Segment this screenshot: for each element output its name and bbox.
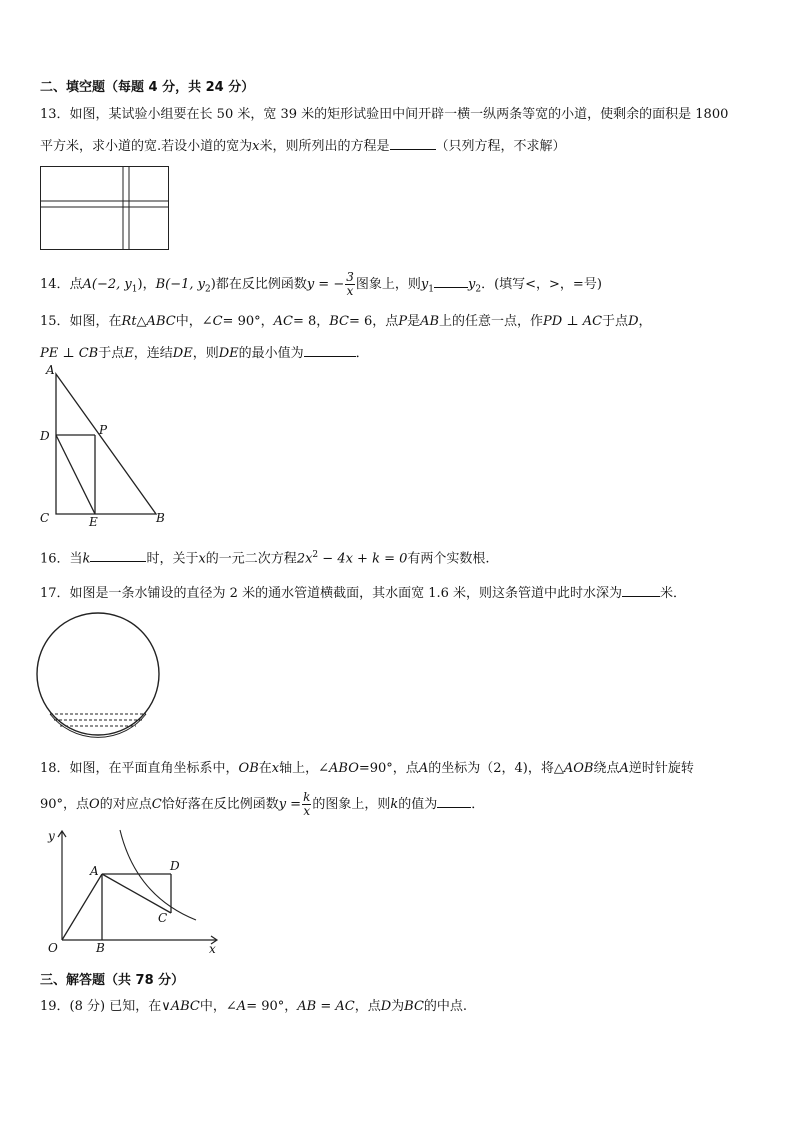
q14-close: )， xyxy=(137,277,156,292)
q15-ab: AB xyxy=(420,314,440,329)
q14-y2: y xyxy=(467,277,476,292)
q19-triangle: ∨ABC xyxy=(161,999,200,1014)
q18-abo: ABO xyxy=(329,761,359,776)
q15-angle-c: C xyxy=(212,314,223,329)
q15-de-2: DE xyxy=(218,346,239,361)
q14-func-y: y = − xyxy=(306,277,345,292)
q18-ob: OB xyxy=(238,761,259,776)
q16-text: 16．当 xyxy=(40,551,83,567)
q16-text-3: 的一元二次方程 xyxy=(205,551,297,567)
q15-line1 xyxy=(40,314,652,330)
q19-d: D xyxy=(380,999,392,1014)
q18-line1 xyxy=(40,761,694,777)
q14-frac-num: 3 xyxy=(346,270,354,284)
q18-a: A xyxy=(418,761,429,776)
q19-ab-ac: AB = AC xyxy=(297,999,355,1014)
q17-pipe-figure xyxy=(36,606,162,744)
q18-label-x: x xyxy=(209,942,216,956)
q14-point-a: A(−2, y xyxy=(82,277,132,292)
q14-point-b: B(−1, y xyxy=(155,277,205,292)
q15-pe: PE ⊥ CB xyxy=(40,346,99,361)
q14-answer-blank xyxy=(434,275,468,288)
q18-o: O xyxy=(89,797,100,812)
q18-text-g: 逆时针旋转 xyxy=(628,761,694,776)
q18-text-b: 在 xyxy=(258,761,272,776)
q17-line xyxy=(40,584,686,602)
q19-text-6: 的中点. xyxy=(423,999,468,1014)
q15-text-d: 是 xyxy=(407,314,421,329)
q18-label-o: O xyxy=(48,941,58,955)
q14-text-4: ．(填写<，>，=号) xyxy=(481,277,602,292)
q15-text-2d: 的最小值为 xyxy=(238,346,304,361)
q16-text-2: 时，关于 xyxy=(146,551,199,567)
q14-sub: 1 xyxy=(131,284,138,295)
q18-text-f: 绕点 xyxy=(593,761,620,776)
q15-text-e: 上的任意一点，作 xyxy=(439,314,544,329)
q16-square: 2 xyxy=(312,550,319,560)
q18-text-2e: 的值为 xyxy=(398,797,438,812)
q19-a: A xyxy=(236,999,247,1014)
section-heading-fill-in: 二、填空题（每题 4 分，共 24 分） xyxy=(40,80,255,95)
q13-line1: 13．如图，某试验小组要在长 50 米，宽 39 米的矩形试验田中间开辟一横一纵两条等宽的小道，使剩余的面积是 1800 xyxy=(40,107,729,122)
q16-line xyxy=(40,547,490,567)
q19-text: 19．(8 分) 已知，在 xyxy=(40,999,162,1014)
q15-label-c: C xyxy=(40,511,50,525)
q14-text: 14．点 xyxy=(40,277,83,292)
q18-answer-blank xyxy=(437,795,471,808)
q19-text-2: 中，∠ xyxy=(199,999,237,1014)
q15-de: DE xyxy=(172,346,193,361)
q15-label-a: A xyxy=(46,363,55,377)
q15-triangle: Rt△ABC xyxy=(121,314,176,329)
q16-equation: 2x xyxy=(296,551,313,567)
q15-end: ． xyxy=(355,346,369,361)
q19-text-4: ，点 xyxy=(354,999,381,1014)
q17-text: 17．如图是一条水铺设的直径为 2 米的通水管道横截面，其水面宽 1.6 米，则这条管道中此时水深为 xyxy=(40,586,623,601)
q18-text-c: 轴上，∠ xyxy=(279,761,330,776)
q14-frac-den: x xyxy=(346,284,354,298)
q15-answer-blank xyxy=(304,344,356,357)
q18-text-2c: 恰好落在反比例函数 xyxy=(161,797,279,812)
q13-line2 xyxy=(40,137,566,155)
q15-e: E xyxy=(124,346,134,361)
q15-label-b: B xyxy=(156,511,165,525)
q14-text-3: 图象上，则 xyxy=(355,277,421,292)
q17-end: 米． xyxy=(660,586,687,601)
q16-equation-2: − 4x + k = 0 xyxy=(318,551,408,567)
q18-text-d: =90°，点 xyxy=(358,761,419,776)
q18-text-2b: 的对应点 xyxy=(99,797,152,812)
q13-field-figure xyxy=(40,166,170,252)
q18-frac-num: k xyxy=(303,790,311,804)
q15-eq6: = 6，点 xyxy=(349,314,399,329)
q14-sub-2: 2 xyxy=(205,284,211,295)
q15-triangle-figure xyxy=(36,362,176,530)
q19-bc: BC xyxy=(404,999,424,1014)
q14-text-2: 都在反比例函数 xyxy=(215,277,307,292)
q15-comma: ， xyxy=(638,314,652,329)
q13-answer-blank xyxy=(390,137,436,150)
q15-text-b: 中，∠ xyxy=(175,314,213,329)
q14-line xyxy=(40,270,602,300)
q18-end: ． xyxy=(471,797,485,812)
q18-text-2d: 的图象上，则 xyxy=(312,797,391,812)
q13-var-x: x xyxy=(252,139,260,154)
q15-line2 xyxy=(40,344,369,362)
q15-bc: BC xyxy=(329,314,350,329)
q15-p: P xyxy=(398,314,408,329)
q18-label-c: C xyxy=(158,911,168,925)
q19-text-3: = 90°， xyxy=(246,999,298,1014)
q13-text: 平方米，求小道的宽.若设小道的宽为 xyxy=(40,139,253,154)
q13-text-c: （只列方程，不求解） xyxy=(435,139,566,154)
q15-text: 15．如图，在 xyxy=(40,314,122,329)
q18-line2 xyxy=(40,790,484,820)
q19-line xyxy=(40,999,467,1015)
q18-frac-den: x xyxy=(303,804,311,818)
q14-y1: y xyxy=(420,277,429,292)
q18-label-d: D xyxy=(170,859,180,873)
q18-k: k xyxy=(390,797,399,812)
q18-func-y: y = xyxy=(278,797,302,812)
q18-coordinate-figure xyxy=(36,826,226,956)
q15-text-c: = 90°， xyxy=(222,314,274,329)
q14-fraction xyxy=(345,271,355,298)
q15-text-2b: ，连结 xyxy=(133,346,173,361)
q18-a-2: A xyxy=(619,761,629,776)
q17-answer-blank xyxy=(622,584,660,597)
q15-ac: AC xyxy=(273,314,293,329)
section-heading-solutions: 三、解答题（共 78 分） xyxy=(40,973,185,988)
q14-close-2: ) xyxy=(210,277,216,292)
q15-eq8: = 8， xyxy=(292,314,330,329)
q18-c: C xyxy=(151,797,162,812)
q13-text-b: 米，则所列出的方程是 xyxy=(259,139,390,154)
q15-label-e: E xyxy=(89,515,98,529)
q15-label-d: D xyxy=(40,429,50,443)
q18-text-2a: 90°，点 xyxy=(40,797,90,812)
q15-text-2a: 于点 xyxy=(98,346,125,361)
q18-x: x xyxy=(271,761,280,776)
q19-text-5: 为 xyxy=(391,999,405,1014)
q16-text-4: 有两个实数根. xyxy=(407,551,490,567)
q15-label-p: P xyxy=(99,423,108,437)
q18-label-b: B xyxy=(96,941,105,955)
q18-label-a: A xyxy=(90,864,99,878)
q15-text-2c: ，则 xyxy=(192,346,219,361)
q15-pd: PD ⊥ AC xyxy=(543,314,603,329)
q18-text: 18．如图，在平面直角坐标系中， xyxy=(40,761,239,776)
q16-k: k xyxy=(82,551,91,567)
q18-fraction xyxy=(302,791,311,818)
q18-label-y: y xyxy=(48,829,55,843)
q16-answer-blank xyxy=(90,549,146,562)
q18-text-e: 的坐标为（2，4)，将△ xyxy=(428,761,564,776)
q14-y1-sub: 1 xyxy=(428,284,434,295)
q15-d: D xyxy=(628,314,639,329)
q15-text-f: 于点 xyxy=(602,314,629,329)
q16-x: x xyxy=(198,551,206,567)
q18-aob: AOB xyxy=(563,761,594,776)
q14-y2-sub: 2 xyxy=(475,284,482,295)
